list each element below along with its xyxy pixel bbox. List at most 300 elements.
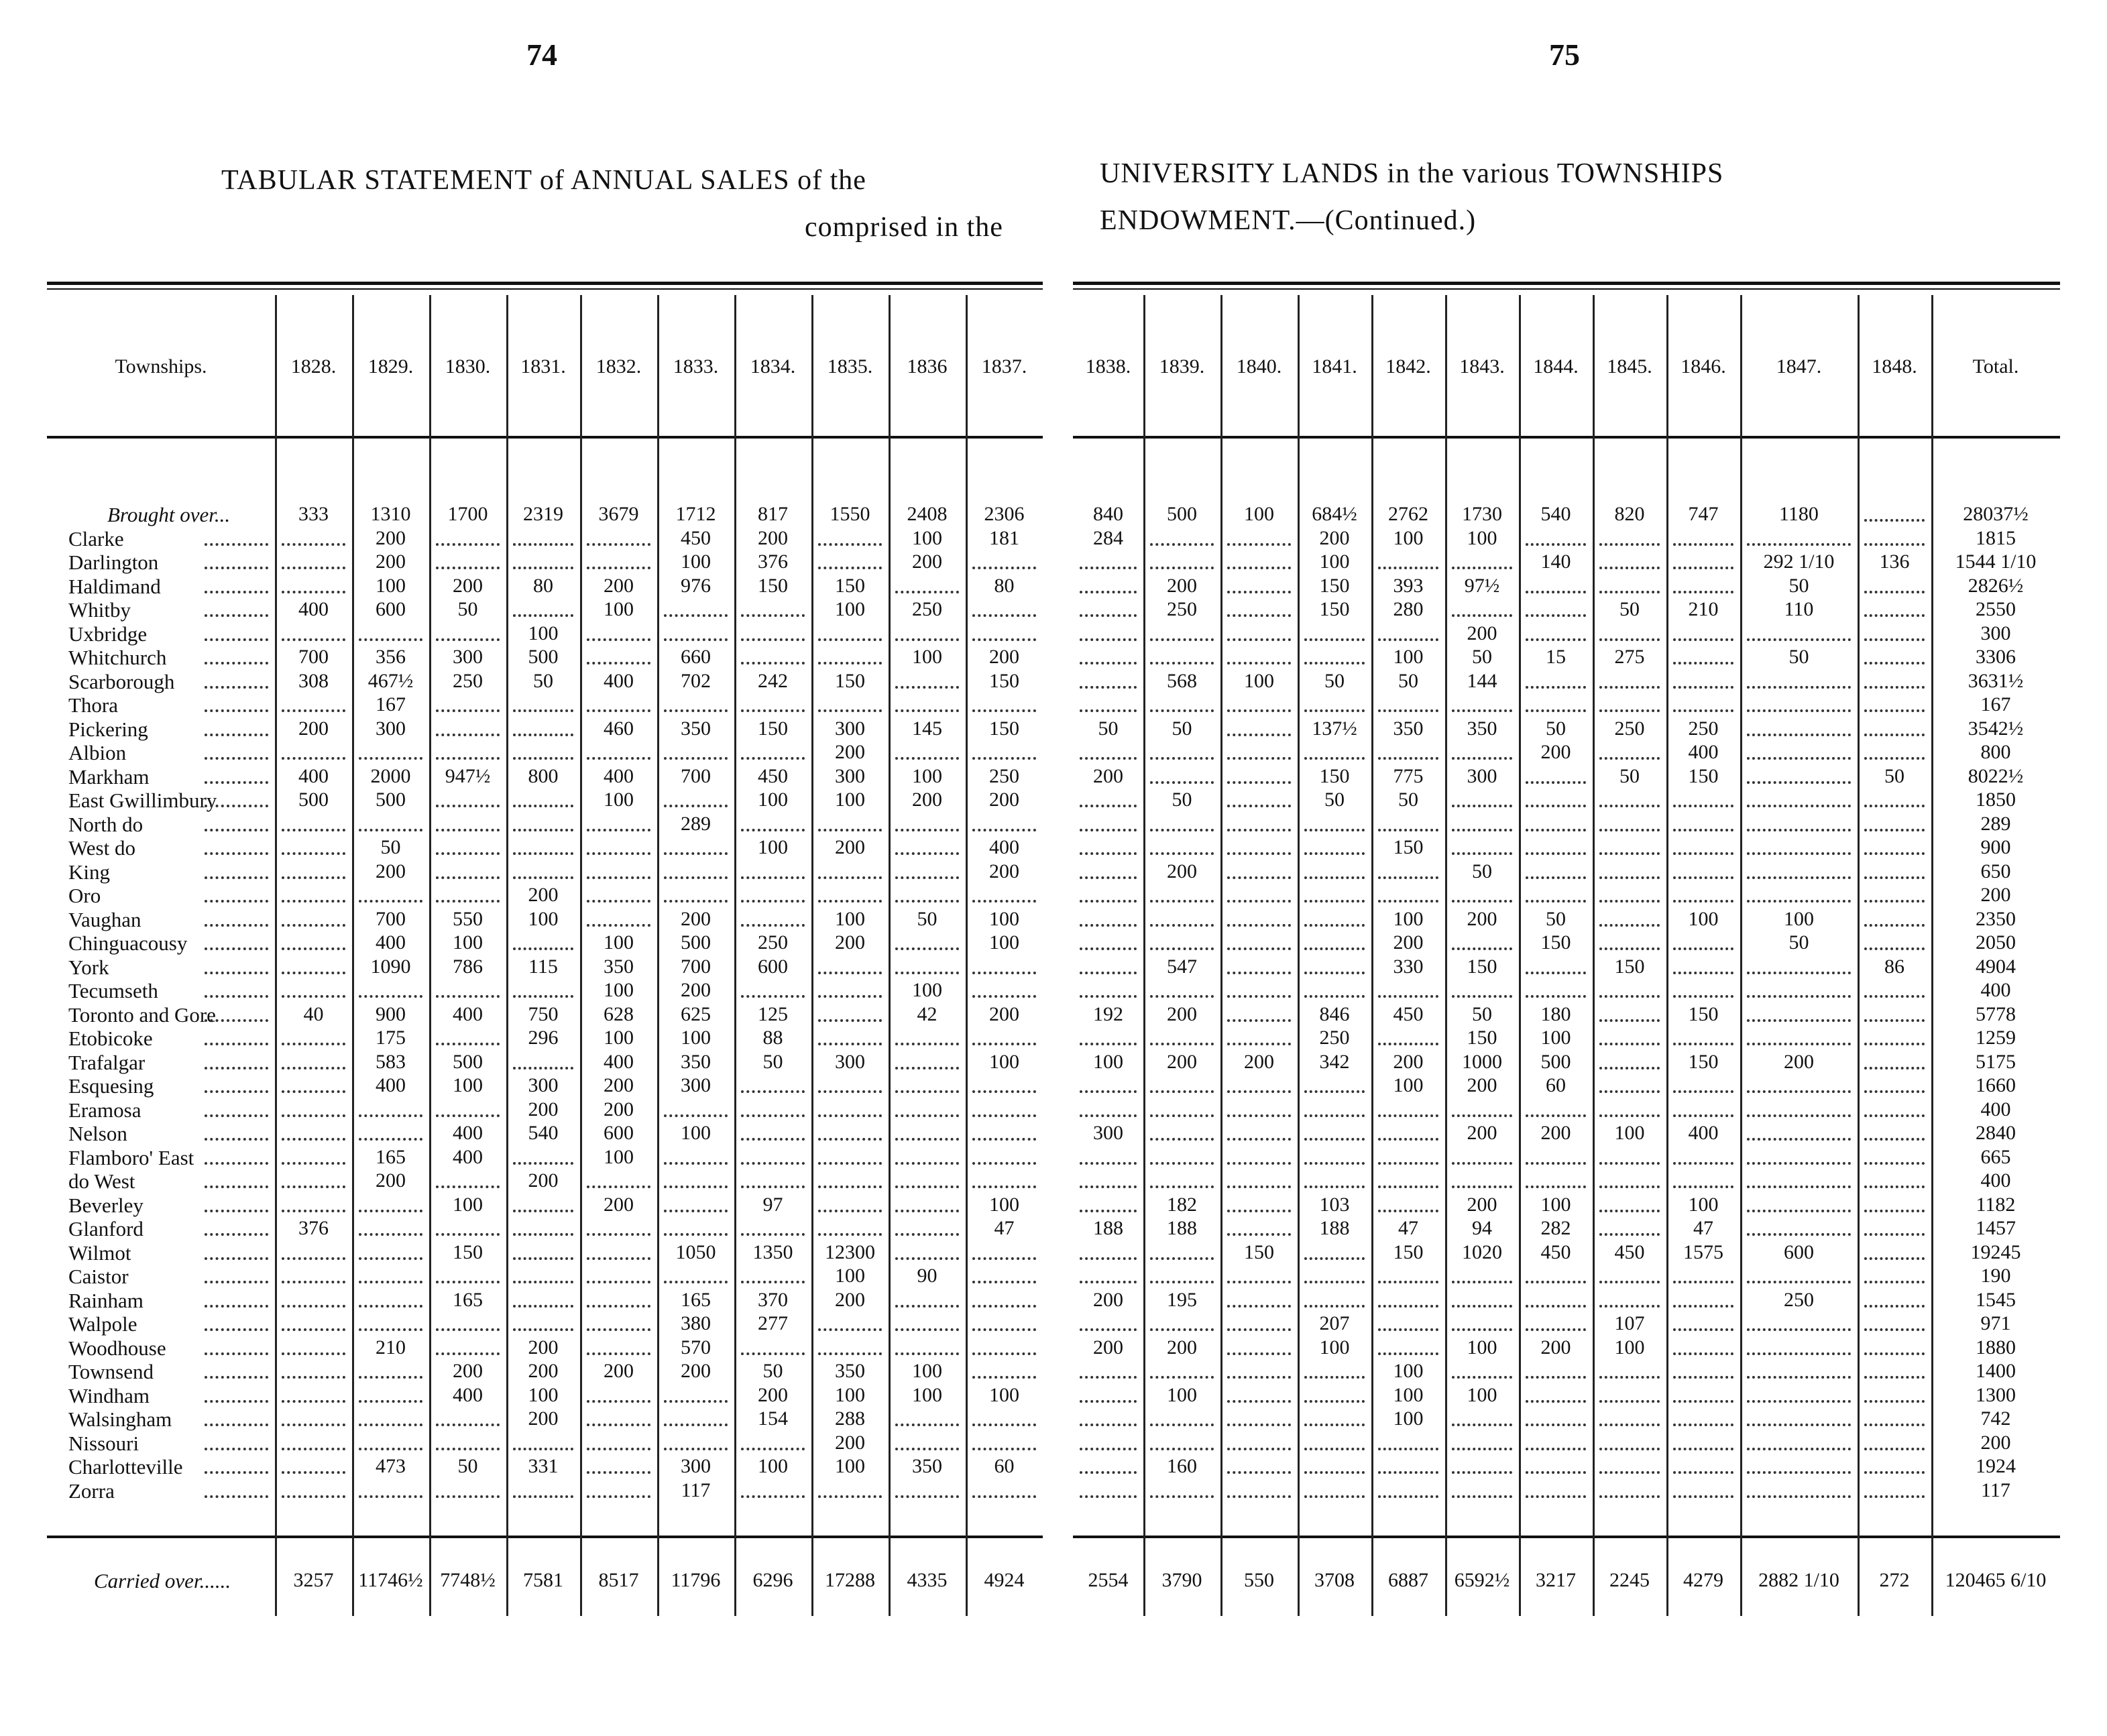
data-cell: 100 (912, 526, 942, 549)
empty-cell-dots (1747, 805, 1851, 807)
empty-cell-dots (1599, 1019, 1660, 1022)
empty-cell-dots (1526, 829, 1586, 831)
leader-dots (205, 1448, 268, 1450)
data-cell: 100 (1614, 1122, 1645, 1144)
township-name: Rainham (68, 1288, 144, 1312)
empty-cell-dots (972, 972, 1036, 974)
data-cell: 500 (453, 1050, 483, 1073)
empty-cell-dots (1227, 947, 1291, 950)
empty-cell-dots (741, 1162, 805, 1165)
data-cell: 400 (1688, 1122, 1719, 1144)
data-cell: 400 (453, 1122, 483, 1144)
column-header: Total. (1972, 355, 2019, 378)
column-divider (1519, 295, 1521, 1616)
data-cell: 467½ (367, 669, 414, 692)
empty-cell-dots (282, 1281, 345, 1283)
empty-cell-dots (1864, 1185, 1925, 1188)
empty-cell-dots (895, 1352, 959, 1355)
empty-cell-dots (1747, 1233, 1851, 1236)
empty-cell-dots (359, 1400, 422, 1403)
empty-cell-dots (1080, 757, 1137, 760)
township-name: Chinguacousy (68, 931, 188, 955)
empty-cell-dots (1227, 1162, 1291, 1165)
empty-cell-dots (513, 805, 573, 807)
data-cell: 15 (1546, 646, 1566, 668)
empty-cell-dots (972, 1424, 1036, 1426)
column-divider (889, 295, 891, 1616)
empty-cell-dots (1599, 543, 1660, 546)
empty-cell-dots (1673, 1400, 1733, 1403)
empty-cell-dots (1599, 924, 1660, 927)
empty-cell-dots (513, 1305, 573, 1308)
empty-cell-dots (1673, 1281, 1733, 1283)
empty-cell-dots (895, 876, 959, 879)
township-name: Whitchurch (68, 646, 167, 669)
data-cell: 400 (604, 669, 634, 692)
empty-cell-dots (818, 972, 882, 974)
empty-cell-dots (895, 829, 959, 831)
data-cell: 976 (681, 574, 711, 597)
empty-cell-dots (1864, 1257, 1925, 1260)
empty-cell-dots (282, 1376, 345, 1379)
empty-cell-dots (1150, 638, 1214, 641)
empty-cell-dots (972, 1162, 1036, 1165)
empty-cell-dots (436, 1114, 500, 1117)
empty-cell-dots (1747, 1019, 1851, 1022)
empty-cell-dots (972, 614, 1036, 617)
empty-cell-dots (1378, 757, 1438, 760)
empty-cell-dots (513, 876, 573, 879)
data-cell: 180 (1540, 1002, 1571, 1025)
empty-cell-dots (513, 1281, 573, 1283)
empty-cell-dots (741, 709, 805, 712)
data-cell: 289 (1980, 812, 2011, 835)
data-cell: 137½ (1312, 717, 1357, 740)
leader-dots (205, 1257, 268, 1260)
data-cell: 88 (762, 1027, 783, 1049)
data-cell: 50 (1619, 598, 1640, 620)
right-table (1073, 282, 2060, 1616)
data-cell: 547 (1167, 955, 1197, 978)
empty-cell-dots (664, 614, 728, 617)
empty-cell-dots (1227, 1114, 1291, 1117)
leader-dots (205, 1090, 268, 1093)
empty-cell-dots (282, 1210, 345, 1212)
empty-cell-dots (513, 1448, 573, 1450)
data-cell: 400 (1980, 1169, 2011, 1192)
data-cell: 3631½ (1968, 669, 2024, 692)
empty-cell-dots (741, 1352, 805, 1355)
empty-cell-dots (282, 1305, 345, 1308)
data-cell: 200 (835, 1431, 865, 1454)
empty-cell-dots (282, 1043, 345, 1045)
empty-cell-dots (513, 1495, 573, 1498)
empty-cell-dots (895, 972, 959, 974)
empty-cell-dots (1747, 1210, 1851, 1212)
carried-over-label: Carried over...... (94, 1569, 231, 1593)
data-cell: 200 (1467, 1193, 1497, 1216)
data-cell: 300 (1467, 764, 1497, 787)
data-cell: 100 (1393, 1074, 1424, 1096)
data-cell: 100 (1319, 1336, 1350, 1358)
empty-cell-dots (1227, 1305, 1291, 1308)
data-cell: 1457 (1976, 1217, 2016, 1239)
data-cell: 100 (1244, 669, 1274, 692)
column-header: 1837. (981, 355, 1027, 378)
data-cell: 200 (528, 884, 559, 906)
empty-cell-dots (436, 1448, 500, 1450)
township-name: Pickering (68, 717, 148, 741)
empty-cell-dots (741, 1281, 805, 1283)
data-cell: 200 (989, 789, 1019, 811)
data-cell: 100 (989, 907, 1019, 930)
empty-cell-dots (1150, 924, 1214, 927)
data-cell: 50 (1098, 717, 1119, 740)
empty-cell-dots (1526, 900, 1586, 903)
leader-dots (205, 686, 268, 689)
empty-cell-dots (1747, 852, 1851, 855)
empty-cell-dots (436, 734, 500, 736)
empty-cell-dots (587, 1257, 650, 1260)
data-cell: 1880 (1976, 1336, 2016, 1358)
empty-cell-dots (1526, 614, 1586, 617)
data-cell: 900 (1980, 836, 2011, 858)
empty-cell-dots (972, 829, 1036, 831)
empty-cell-dots (895, 1185, 959, 1188)
empty-cell-dots (1673, 947, 1733, 950)
township-name: Darlington (68, 551, 159, 574)
title-right-line2: ENDOWMENT.—(Continued.) (1100, 205, 1477, 236)
empty-cell-dots (1227, 1090, 1291, 1093)
empty-cell-dots (895, 1424, 959, 1426)
empty-cell-dots (664, 1400, 728, 1403)
empty-cell-dots (1227, 543, 1291, 546)
empty-cell-dots (972, 1185, 1036, 1188)
empty-cell-dots (436, 852, 500, 855)
data-cell: 684½ (1312, 503, 1357, 525)
data-cell: 50 (380, 836, 401, 858)
empty-cell-dots (972, 1257, 1036, 1260)
empty-cell-dots (359, 1328, 422, 1331)
empty-cell-dots (972, 1090, 1036, 1093)
empty-cell-dots (741, 995, 805, 998)
data-cell: 100 (453, 1074, 483, 1096)
empty-cell-dots (1864, 805, 1925, 807)
leader-dots (205, 1185, 268, 1188)
empty-cell-dots (1747, 1138, 1851, 1141)
data-cell: 300 (681, 1455, 711, 1477)
empty-cell-dots (513, 1328, 573, 1331)
empty-cell-dots (972, 567, 1036, 569)
empty-cell-dots (587, 1424, 650, 1426)
data-cell: 250 (758, 931, 788, 953)
empty-cell-dots (513, 567, 573, 569)
empty-cell-dots (1526, 1471, 1586, 1474)
empty-cell-dots (1080, 709, 1137, 712)
data-cell: 125 (758, 1002, 788, 1025)
data-cell: 200 (604, 1193, 634, 1216)
empty-cell-dots (818, 1328, 882, 1331)
empty-cell-dots (972, 1305, 1036, 1308)
data-cell: 3542½ (1968, 717, 2024, 740)
township-name: Windham (68, 1383, 150, 1407)
empty-cell-dots (1673, 876, 1733, 879)
empty-cell-dots (1747, 1495, 1851, 1498)
data-cell: 100 (1688, 1193, 1719, 1216)
empty-cell-dots (1599, 1185, 1660, 1188)
data-cell: 450 (1614, 1240, 1645, 1263)
township-name: Zorra (68, 1479, 115, 1503)
column-header: 1833. (673, 355, 719, 378)
leader-dots (205, 1210, 268, 1212)
data-cell: 165 (376, 1145, 406, 1168)
data-cell: 570 (681, 1336, 711, 1358)
data-cell: 200 (758, 526, 788, 549)
empty-cell-dots (587, 1328, 650, 1331)
empty-cell-dots (436, 543, 500, 546)
empty-cell-dots (1526, 1448, 1586, 1450)
data-cell: 600 (376, 598, 406, 620)
data-cell: 400 (604, 764, 634, 787)
column-divider (1298, 295, 1300, 1616)
empty-cell-dots (1304, 829, 1365, 831)
empty-cell-dots (1747, 1281, 1851, 1283)
data-cell: 100 (835, 789, 865, 811)
empty-cell-dots (1526, 1185, 1586, 1188)
leader-dots (205, 1067, 268, 1069)
left-table (47, 282, 1043, 1616)
empty-cell-dots (818, 876, 882, 879)
empty-cell-dots (1599, 1090, 1660, 1093)
data-cell: 160 (1167, 1455, 1197, 1477)
data-cell: 50 (1172, 789, 1192, 811)
township-name: Nelson (68, 1122, 127, 1145)
data-cell: 700 (681, 955, 711, 978)
data-cell: 400 (604, 1050, 634, 1073)
data-cell: 167 (376, 693, 406, 715)
empty-cell-dots (513, 614, 573, 617)
empty-cell-dots (436, 567, 500, 569)
township-name: Caistor (68, 1265, 129, 1288)
data-cell: 192 (1093, 1002, 1123, 1025)
data-cell: 200 (376, 551, 406, 573)
empty-cell-dots (1080, 1090, 1137, 1093)
empty-cell-dots (513, 947, 573, 950)
empty-cell-dots (741, 1448, 805, 1450)
empty-cell-dots (1150, 781, 1214, 784)
empty-cell-dots (895, 852, 959, 855)
data-cell: 190 (1980, 1265, 2011, 1287)
empty-cell-dots (818, 567, 882, 569)
data-cell: 200 (1980, 884, 2011, 906)
data-cell: 473 (376, 1455, 406, 1477)
empty-cell-dots (436, 638, 500, 641)
empty-cell-dots (1227, 1352, 1291, 1355)
data-cell: 100 (989, 1050, 1019, 1073)
data-cell: 3679 (598, 503, 639, 525)
data-cell: 100 (758, 789, 788, 811)
empty-cell-dots (1080, 1328, 1137, 1331)
data-cell: 242 (758, 669, 788, 692)
data-cell: 500 (681, 931, 711, 953)
empty-cell-dots (1080, 852, 1137, 855)
empty-cell-dots (587, 757, 650, 760)
leader-dots (205, 1376, 268, 1379)
empty-cell-dots (1227, 805, 1291, 807)
data-cell: 100 (604, 1145, 634, 1168)
data-cell: 50 (1472, 1002, 1492, 1025)
empty-cell-dots (1378, 876, 1438, 879)
empty-cell-dots (895, 1090, 959, 1093)
empty-cell-dots (1150, 1043, 1214, 1045)
carried-over-value: 6592½ (1454, 1569, 1510, 1591)
empty-cell-dots (587, 1305, 650, 1308)
data-cell: 100 (1393, 526, 1424, 549)
carried-over-value: 8517 (598, 1569, 639, 1591)
empty-cell-dots (1227, 591, 1291, 593)
empty-cell-dots (1080, 1448, 1137, 1450)
empty-cell-dots (1080, 947, 1137, 950)
column-header: 1839. (1159, 355, 1205, 378)
empty-cell-dots (1150, 1114, 1214, 1117)
data-cell: 100 (453, 931, 483, 953)
empty-cell-dots (359, 1257, 422, 1260)
data-cell: 150 (1467, 955, 1497, 978)
township-name: Walsingham (68, 1407, 172, 1431)
carried-over-value: 7581 (523, 1569, 563, 1591)
empty-cell-dots (1227, 567, 1291, 569)
empty-cell-dots (1452, 1471, 1512, 1474)
empty-cell-dots (741, 662, 805, 664)
leader-dots (205, 805, 268, 807)
empty-cell-dots (436, 1281, 500, 1283)
data-cell: 200 (835, 836, 865, 858)
empty-cell-dots (741, 757, 805, 760)
leader-dots (205, 1495, 268, 1498)
data-cell: 250 (1688, 717, 1719, 740)
empty-cell-dots (1150, 1448, 1214, 1450)
empty-cell-dots (1747, 1114, 1851, 1117)
data-cell: 1259 (1976, 1027, 2016, 1049)
data-cell: 292 1/10 (1763, 551, 1835, 573)
empty-cell-dots (1378, 1185, 1438, 1188)
data-cell: 12300 (825, 1240, 875, 1263)
empty-cell-dots (1378, 1448, 1438, 1450)
empty-cell-dots (282, 638, 345, 641)
empty-cell-dots (359, 1424, 422, 1426)
data-cell: 200 (989, 646, 1019, 668)
empty-cell-dots (1864, 1471, 1925, 1474)
empty-cell-dots (1227, 972, 1291, 974)
data-cell: 50 (1324, 789, 1345, 811)
data-cell: 100 (835, 907, 865, 930)
data-cell: 350 (681, 717, 711, 740)
empty-cell-dots (1150, 1257, 1214, 1260)
carried-over-value: 11746½ (358, 1569, 423, 1591)
data-cell: 200 (835, 741, 865, 763)
empty-cell-dots (1378, 638, 1438, 641)
empty-cell-dots (818, 1185, 882, 1188)
empty-cell-dots (1150, 1090, 1214, 1093)
empty-cell-dots (1452, 1281, 1512, 1283)
empty-cell-dots (1673, 1495, 1733, 1498)
empty-cell-dots (1864, 1043, 1925, 1045)
empty-cell-dots (587, 543, 650, 546)
empty-cell-dots (1452, 1448, 1512, 1450)
empty-cell-dots (1673, 1471, 1733, 1474)
leader-dots (205, 829, 268, 831)
data-cell: 60 (1546, 1074, 1566, 1096)
empty-cell-dots (282, 1424, 345, 1426)
empty-cell-dots (1378, 1043, 1438, 1045)
township-name: King (68, 860, 110, 884)
empty-cell-dots (1599, 591, 1660, 593)
empty-cell-dots (1150, 1138, 1214, 1141)
empty-cell-dots (282, 876, 345, 879)
empty-cell-dots (1227, 1400, 1291, 1403)
empty-cell-dots (895, 1138, 959, 1141)
data-cell: 4904 (1976, 955, 2016, 978)
township-name: Eramosa (68, 1098, 141, 1122)
empty-cell-dots (513, 1233, 573, 1236)
data-cell: 450 (1393, 1002, 1424, 1025)
data-cell: 2550 (1976, 598, 2016, 620)
township-name: Trafalgar (68, 1050, 146, 1074)
empty-cell-dots (359, 757, 422, 760)
empty-cell-dots (1227, 734, 1291, 736)
data-cell: 1660 (1976, 1074, 2016, 1096)
empty-cell-dots (1864, 1352, 1925, 1355)
title-right-line1: UNIVERSITY LANDS in the various TOWNSHIPS (1100, 158, 1724, 189)
data-cell: 150 (1467, 1027, 1497, 1049)
empty-cell-dots (282, 995, 345, 998)
data-cell: 100 (835, 598, 865, 620)
column-header: 1829. (367, 355, 414, 378)
data-cell: 747 (1688, 503, 1719, 525)
empty-cell-dots (1227, 1328, 1291, 1331)
leader-dots (205, 709, 268, 712)
carried-over-value: 2554 (1088, 1569, 1129, 1591)
empty-cell-dots (359, 1495, 422, 1498)
empty-cell-dots (1452, 1114, 1512, 1117)
empty-cell-dots (1599, 805, 1660, 807)
data-cell: 200 (376, 1169, 406, 1192)
empty-cell-dots (895, 1305, 959, 1308)
data-cell: 100 (1393, 1360, 1424, 1382)
data-cell: 250 (989, 764, 1019, 787)
township-name: Markham (68, 764, 150, 789)
data-cell: 200 (912, 789, 942, 811)
township-name: Wilmot (68, 1240, 131, 1265)
empty-cell-dots (1864, 1114, 1925, 1117)
data-cell: 540 (1540, 503, 1571, 525)
data-cell: 200 (453, 1360, 483, 1382)
empty-cell-dots (1864, 1424, 1925, 1426)
data-cell: 150 (1393, 836, 1424, 858)
data-cell: 200 (1393, 931, 1424, 953)
data-cell: 1730 (1462, 503, 1502, 525)
header-bottom-rule (47, 436, 1043, 439)
empty-cell-dots (436, 1043, 500, 1045)
empty-cell-dots (1304, 852, 1365, 855)
empty-cell-dots (895, 1257, 959, 1260)
data-cell: 568 (1167, 669, 1197, 692)
data-cell: 2826½ (1968, 574, 2024, 597)
empty-cell-dots (1747, 1448, 1851, 1450)
empty-cell-dots (818, 1090, 882, 1093)
data-cell: 195 (1167, 1288, 1197, 1311)
empty-cell-dots (1599, 900, 1660, 903)
